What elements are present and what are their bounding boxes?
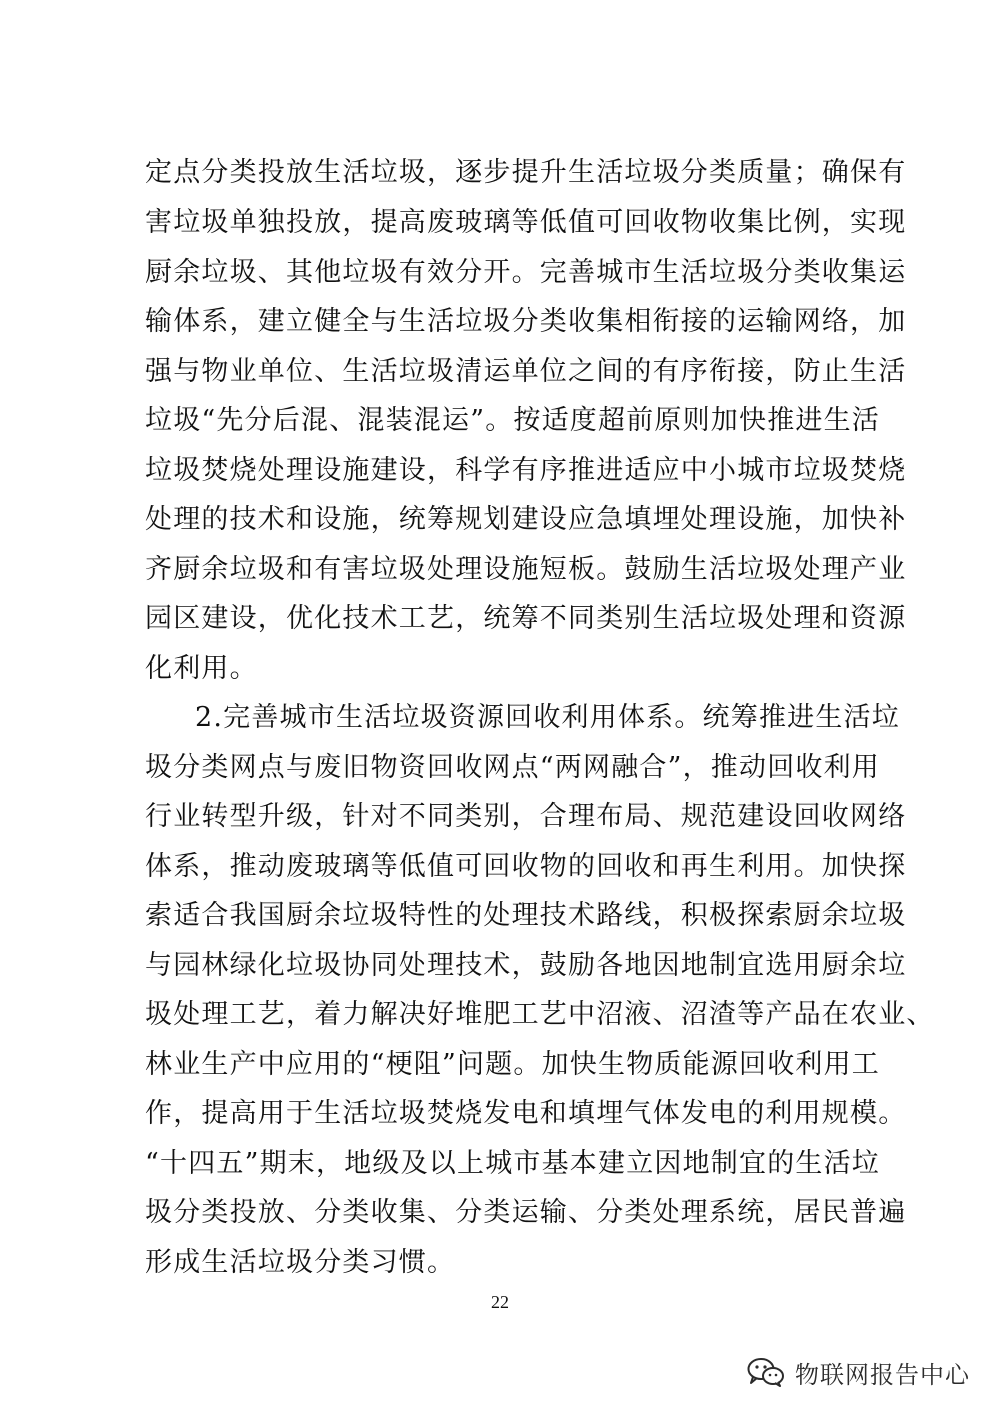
wechat-icon bbox=[747, 1357, 785, 1387]
text-line: 行业转型升级，针对不同类别，合理布局、规范建设回收网络 bbox=[145, 801, 907, 832]
text-line: 园区建设，优化技术工艺，统筹不同类别生活垃圾处理和资源 bbox=[145, 603, 907, 634]
text-line: 林业生产中应用的“梗阻”问题。加快生物质能源回收利用工 bbox=[145, 1049, 881, 1080]
text-line: “十四五”期末，地级及以上城市基本建立因地制宜的生活垃 bbox=[145, 1148, 881, 1179]
text-line: 化利用。 bbox=[145, 653, 258, 684]
text-line: 强与物业单位、生活垃圾清运单位之间的有序衔接，防止生活 bbox=[145, 356, 907, 387]
text-line: 垃圾焚烧处理设施建设，科学有序推进适应中小城市垃圾焚烧 bbox=[145, 455, 907, 486]
watermark bbox=[747, 1352, 970, 1392]
watermark-text: 物联网报告中心 bbox=[795, 1360, 970, 1389]
text-line: 体系，推动废玻璃等低值可回收物的回收和再生利用。加快探 bbox=[145, 851, 907, 882]
text-line: 圾分类投放、分类收集、分类运输、分类处理系统，居民普遍 bbox=[145, 1197, 907, 1228]
text-line: 垃圾“先分后混、混装混运”。按适度超前原则加快推进生活 bbox=[145, 405, 881, 436]
text-line: 厨余垃圾、其他垃圾有效分开。完善城市生活垃圾分类收集运 bbox=[145, 257, 907, 288]
text-line: 索适合我国厨余垃圾特性的处理技术路线，积极探索厨余垃圾 bbox=[145, 900, 907, 931]
text-line: 输体系，建立健全与生活垃圾分类收集相衔接的运输网络，加 bbox=[145, 306, 907, 337]
text-line: 与园林绿化垃圾协同处理技术，鼓励各地因地制宜选用厨余垃 bbox=[145, 950, 907, 981]
text-line: 圾分类网点与废旧物资回收网点“两网融合”，推动回收利用 bbox=[145, 752, 881, 783]
text-line: 形成生活垃圾分类习惯。 bbox=[145, 1247, 456, 1278]
text-line: 害垃圾单独投放，提高废玻璃等低值可回收物收集比例，实现 bbox=[145, 207, 907, 238]
text-line: 齐厨余垃圾和有害垃圾处理设施短板。鼓励生活垃圾处理产业 bbox=[145, 554, 907, 585]
text-line: 处理的技术和设施，统筹规划建设应急填埋处理设施，加快补 bbox=[145, 504, 907, 535]
section-heading-line: 2.完善城市生活垃圾资源回收利用体系。统筹推进生活垃 bbox=[195, 702, 900, 733]
page-number: 22 bbox=[491, 1292, 509, 1312]
text-line: 定点分类投放生活垃圾，逐步提升生活垃圾分类质量；确保有 bbox=[145, 157, 907, 188]
text-line: 作，提高用于生活垃圾焚烧发电和填埋气体发电的利用规模。 bbox=[145, 1098, 907, 1129]
text-line: 圾处理工艺，着力解决好堆肥工艺中沼液、沼渣等产品在农业、 bbox=[145, 999, 935, 1030]
